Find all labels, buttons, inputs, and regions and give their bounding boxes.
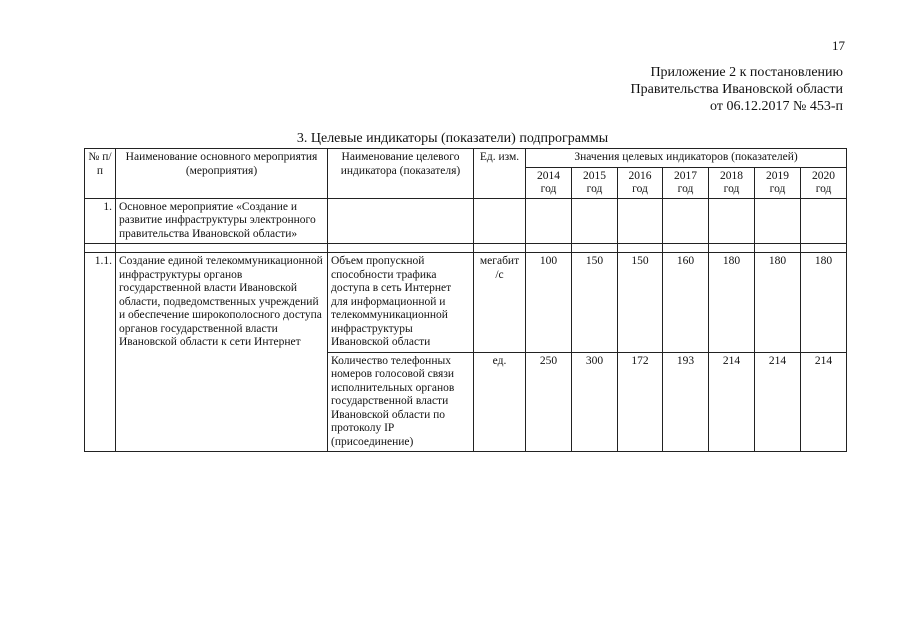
ind2-val-2020: 214 — [801, 352, 847, 452]
header-year-2020: 2020 год — [801, 167, 847, 198]
header-indicator: Наименование целевого индикатора (показателя) — [328, 149, 474, 199]
header-unit: Ед. изм. — [474, 149, 526, 199]
header-num: № п/п — [85, 149, 116, 199]
row-1-val-2017 — [663, 198, 709, 244]
row-1-val-2015 — [572, 198, 618, 244]
row-1-val-2019 — [755, 198, 801, 244]
header-year-2017: 2017 год — [663, 167, 709, 198]
header-year-2018: 2018 год — [709, 167, 755, 198]
ind1-val-2020: 180 — [801, 253, 847, 353]
row-1-1-indicator-2: Количество телефонных номеров голосовой связи исполнительных органов государственной власти Ивановской области по протоколу IP (присоединение) — [328, 352, 474, 452]
page-number: 17 — [832, 38, 845, 53]
appendix-line-2: Правительства Ивановской области — [630, 82, 843, 97]
row-1-val-2020 — [801, 198, 847, 244]
appendix-line-1: Приложение 2 к постановлению — [650, 65, 843, 80]
row-1-val-2018 — [709, 198, 755, 244]
header-values: Значения целевых индикаторов (показателей) — [526, 149, 847, 168]
header-year-2016: 2016 год — [618, 167, 663, 198]
ind1-val-2019: 180 — [755, 253, 801, 353]
ind1-val-2016: 150 — [618, 253, 663, 353]
appendix-header — [631, 64, 843, 115]
header-year-2015: 2015 год — [572, 167, 618, 198]
row-1-1-unit-1: мегабит /с — [474, 253, 526, 353]
table-title: 3. Целевые индикаторы (показатели) подпрограммы — [296, 131, 609, 146]
ind2-val-2016: 172 — [618, 352, 663, 452]
appendix-line-3: от 06.12.2017 № 453-п — [710, 99, 843, 114]
ind2-val-2018: 214 — [709, 352, 755, 452]
ind2-val-2014: 250 — [526, 352, 572, 452]
header-row — [85, 149, 847, 168]
ind1-val-2015: 150 — [572, 253, 618, 353]
ind1-val-2017: 160 — [663, 253, 709, 353]
row-1-1-indicator-1: Объем пропускной способности трафика доступа в сеть Интернет для информационной и телекоммуникационной инфраструктуры Ивановской области — [328, 253, 474, 353]
row-1-num: 1. — [85, 198, 116, 244]
table-row-1 — [85, 198, 847, 244]
row-spacer — [85, 244, 847, 253]
ind2-val-2019: 214 — [755, 352, 801, 452]
ind2-val-2015: 300 — [572, 352, 618, 452]
header-year-2014: 2014 год — [526, 167, 572, 198]
indicators-table — [84, 148, 847, 452]
ind1-val-2018: 180 — [709, 253, 755, 353]
row-1-activity: Основное мероприятие «Создание и развитие инфраструктуры электронного правительства Ивановской области» — [116, 198, 328, 244]
row-1-indicator — [328, 198, 474, 244]
row-1-unit — [474, 198, 526, 244]
header-year-2019: 2019 год — [755, 167, 801, 198]
ind1-val-2014: 100 — [526, 253, 572, 353]
row-1-val-2016 — [618, 198, 663, 244]
header-activity: Наименование основного мероприятия (мероприятия) — [116, 149, 328, 199]
table-row-1-1-a — [85, 253, 847, 353]
row-1-1-activity: Создание единой телекоммуникационной инфраструктуры органов государственной власти Ивановской области, подведомственных учреждений и обеспечение широкополосного доступа органов государственной власти Ивановской области к сети Интернет — [116, 253, 328, 452]
row-1-1-unit-2: ед. — [474, 352, 526, 452]
row-1-val-2014 — [526, 198, 572, 244]
row-1-1-num: 1.1. — [85, 253, 116, 452]
ind2-val-2017: 193 — [663, 352, 709, 452]
